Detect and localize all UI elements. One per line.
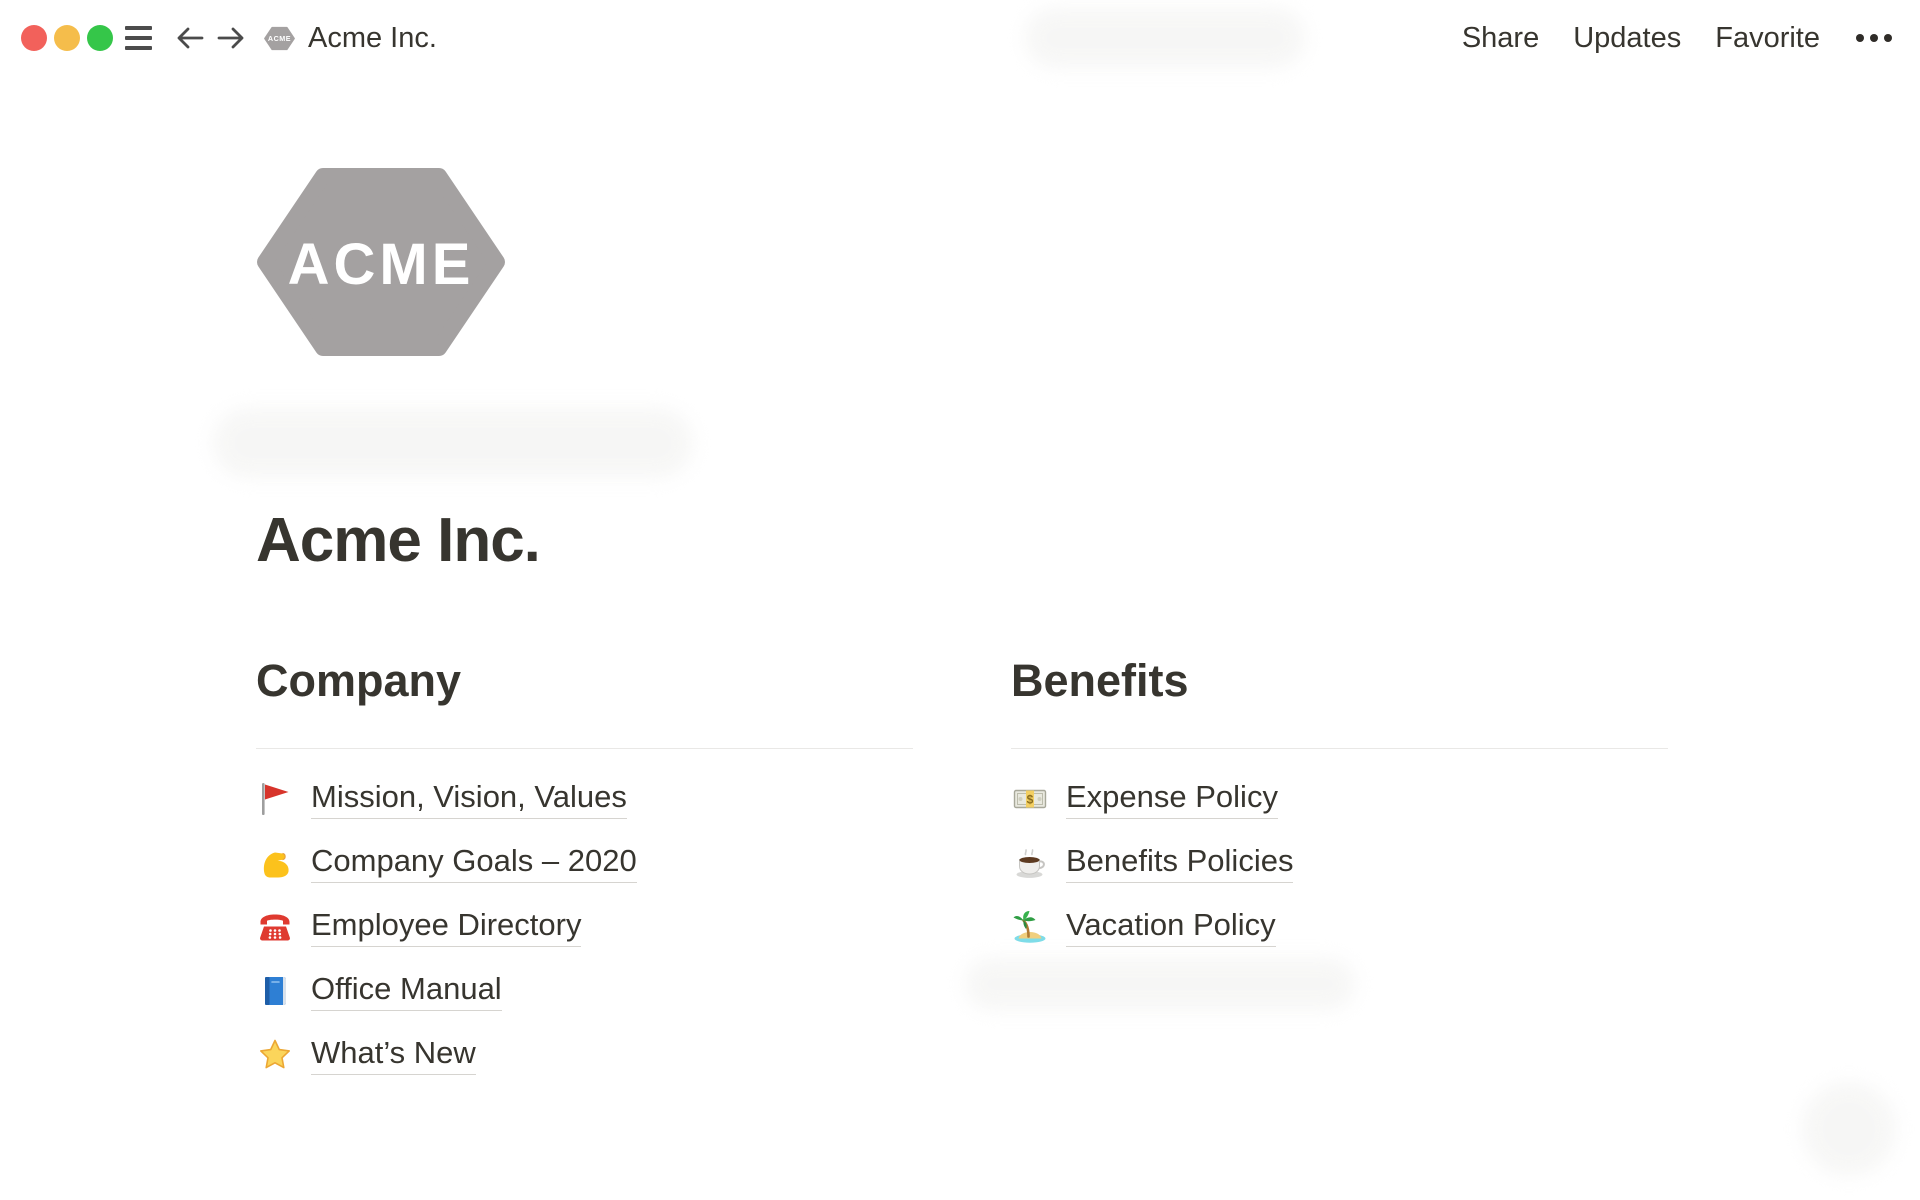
page-link-employee-directory[interactable] <box>256 895 913 959</box>
page-link-vacation-policy[interactable] <box>1011 895 1668 959</box>
page-link-label: Vacation Policy <box>1066 907 1276 947</box>
page-link-label: What’s New <box>311 1035 476 1075</box>
svg-text:$: $ <box>1026 792 1034 807</box>
menu-icon <box>125 46 152 50</box>
back-button[interactable] <box>175 25 205 51</box>
page-link-label: Expense Policy <box>1066 779 1278 819</box>
page-link-label: Company Goals – 2020 <box>311 843 637 883</box>
forward-button[interactable] <box>216 25 246 51</box>
acme-logo <box>256 167 506 357</box>
page-link-mission-vision-values[interactable] <box>256 767 913 831</box>
updates-button[interactable]: Updates <box>1573 21 1682 54</box>
menu-icon <box>125 36 152 40</box>
more-options-button[interactable] <box>1854 30 1894 46</box>
page-content <box>256 76 1668 1087</box>
page-link-company-goals[interactable] <box>256 831 913 895</box>
page-link-label: Benefits Policies <box>1066 843 1293 883</box>
share-button[interactable]: Share <box>1461 21 1540 54</box>
benefits-heading: Benefits <box>1011 652 1668 750</box>
acme-page-icon <box>264 25 295 52</box>
page-title: Acme Inc. <box>256 506 540 575</box>
two-column-layout <box>256 652 1668 1088</box>
forward-arrow-icon <box>216 25 246 51</box>
benefits-link-list <box>1011 767 1668 959</box>
window-titlebar <box>0 0 1920 76</box>
back-arrow-icon <box>175 25 205 51</box>
breadcrumb[interactable] <box>264 22 437 55</box>
company-column <box>256 652 913 1088</box>
page-link-office-manual[interactable] <box>256 959 913 1023</box>
close-window-button[interactable] <box>21 25 47 51</box>
ellipsis-icon <box>1870 34 1878 42</box>
hot-beverage-icon <box>1011 845 1049 881</box>
telephone-icon <box>256 909 294 945</box>
page-link-whats-new[interactable] <box>256 1023 913 1087</box>
window-controls <box>21 25 113 51</box>
page-link-label: Mission, Vision, Values <box>311 779 627 819</box>
ellipsis-icon <box>1856 34 1864 42</box>
svg-text:ACME: ACME <box>267 33 292 43</box>
minimize-window-button[interactable] <box>54 25 80 51</box>
page-toolbar <box>1462 22 1894 55</box>
menu-icon <box>125 26 152 30</box>
company-heading: Company <box>256 652 913 750</box>
svg-text:ACME: ACME <box>287 232 475 297</box>
history-navigation <box>175 25 246 51</box>
star-icon <box>256 1037 294 1073</box>
sidebar-menu-button[interactable] <box>125 24 152 52</box>
breadcrumb-page-title: Acme Inc. <box>308 21 437 54</box>
zoom-window-button[interactable] <box>87 25 113 51</box>
page-link-label: Employee Directory <box>311 907 581 947</box>
page-link-benefits-policies[interactable] <box>1011 831 1668 895</box>
dollar-banknote-icon <box>1011 781 1049 817</box>
favorite-button[interactable]: Favorite <box>1715 21 1820 54</box>
flexed-biceps-icon <box>256 845 294 881</box>
desert-island-icon <box>1011 909 1049 945</box>
blur-artifact <box>1802 1082 1896 1176</box>
triangular-flag-icon <box>256 781 294 817</box>
page-link-label: Office Manual <box>311 971 502 1011</box>
ellipsis-icon <box>1884 34 1892 42</box>
blue-book-icon <box>256 973 294 1009</box>
company-link-list <box>256 767 913 1087</box>
benefits-column <box>1011 652 1668 1088</box>
page-link-expense-policy[interactable] <box>1011 767 1668 831</box>
